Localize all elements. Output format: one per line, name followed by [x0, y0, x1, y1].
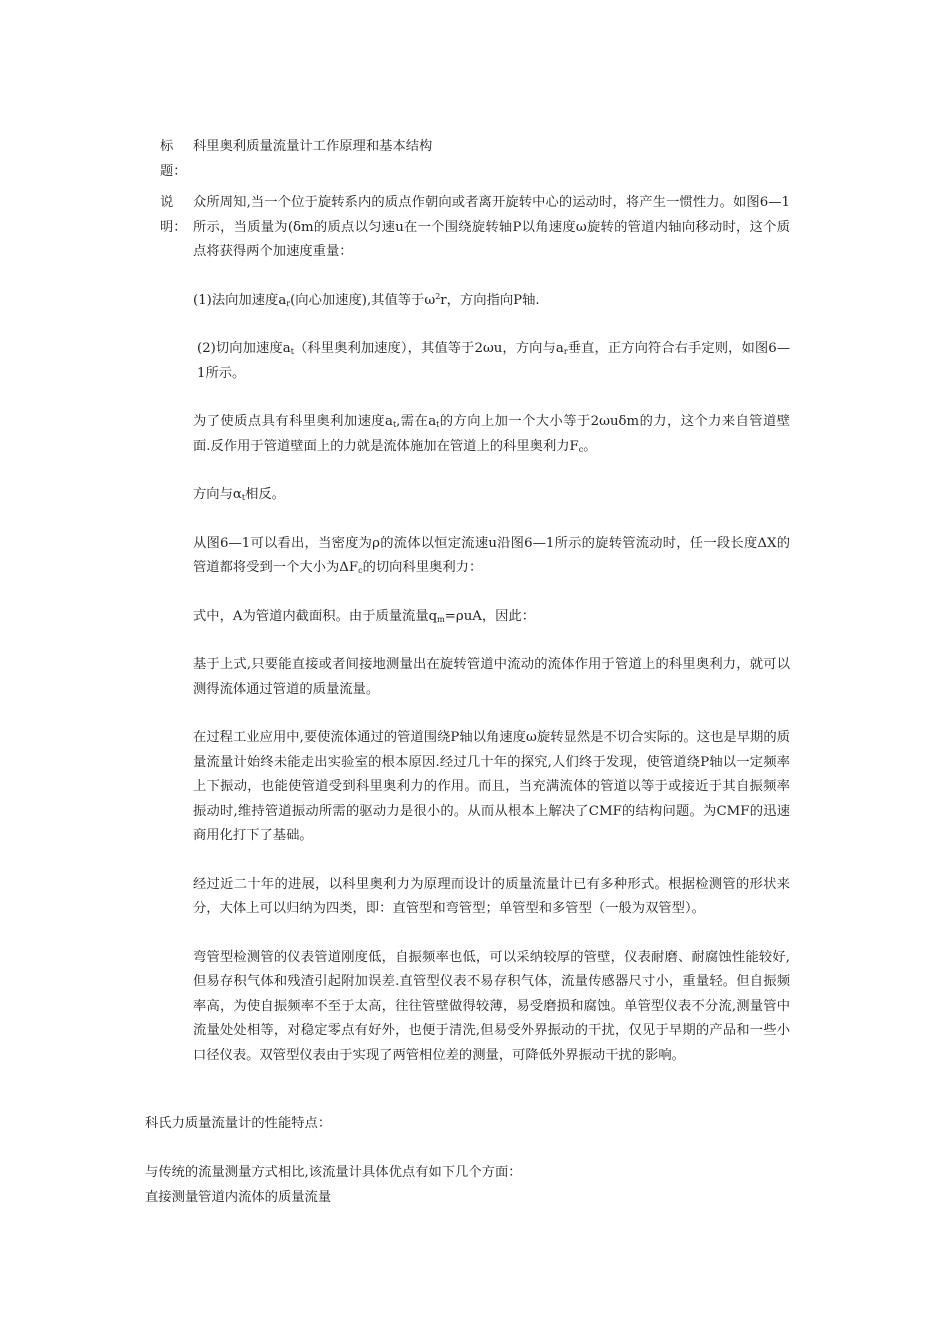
title-label: 标题：	[160, 139, 187, 179]
performance-section	[145, 1112, 795, 1210]
advantages-intro: 与传统的流量测量方式相比,该流量计具体优点有如下几个方面：	[145, 1165, 522, 1180]
superscript: 2	[435, 291, 441, 301]
subscript: t	[392, 420, 397, 429]
spacer	[145, 1137, 795, 1162]
text-segment: 方向与α	[193, 487, 242, 502]
subscript: r	[563, 347, 568, 356]
subscript: m	[437, 614, 445, 624]
subscript: t	[436, 420, 440, 429]
subscript: c	[358, 566, 363, 575]
text-segment: ,需在a	[396, 414, 437, 429]
text-segment: 为了使质点具有科里奥利加速度a	[193, 414, 393, 429]
paragraph-normal-acceleration	[193, 289, 790, 314]
advantage-item: 直接测量管道内流体的质量流量	[145, 1189, 332, 1205]
text-segment: (1)法向加速度a	[193, 292, 287, 308]
text-segment: 垂直，正方向符合右手定则，如图6—1所示。	[197, 341, 791, 381]
text-segment: 。	[583, 438, 597, 454]
description-body	[193, 191, 790, 1068]
text-segment: (向心加速度),其值等于ω	[290, 292, 436, 308]
subscript: t	[241, 493, 246, 502]
page-title: 科里奥利质量流量计工作原理和基本结构	[193, 139, 433, 154]
text-segment: （科里奥利加速度），其值等于2ωu，方向与a	[293, 341, 564, 356]
description-row	[160, 191, 790, 1068]
subscript: r	[286, 298, 291, 308]
paragraph-coriolis-force	[193, 410, 790, 459]
performance-heading: 科氏力质量流量计的性能特点：	[145, 1116, 332, 1131]
text-segment: r，方向指向P轴.	[440, 292, 540, 308]
paragraph-intro: 众所周知,当一个位于旋转系内的质点作朝向或者离开旋转中心的运动时，将产生一惯性力。如图6—1所示，当质量为(δm的质点以匀速u在一个围绕旋转轴P以角速度ω旋转的管道内轴向移动时，这个质点将获得两个加速度重量：	[193, 195, 790, 259]
text-segment: =ρuA，因此：	[444, 608, 536, 624]
paragraph-tube-types: 弯管型检测管的仪表管道刚度低，自振频率也低，可以采纳较厚的管壁，仪表耐磨、耐腐蚀性能较好,但易存积气体和残渣引起附加误差.直管型仪表不易存积气体，流量传感器尺寸小，重量轻。但自振频率高，为使自振频率不至于太高，往往管壁做得较薄，易受磨损和腐蚀。单管型仪表不分流,测量管中流量处处相等，对稳定零点有好外，也便于清洗,但易受外界振动的干扰，仅见于早期的产品和一些小口径仪表。双管型仪表由于实现了两管相位差的测量，可降低外界振动干扰的影响。	[193, 949, 790, 1063]
subscript: c	[578, 444, 584, 454]
paragraph-development: 经过近二十年的进展，以科里奥利力为原理而设计的质量流量计已有多种形式。根据检测管的形状来分，大体上可以归纳为四类，即：直管型和弯管型；单管型和多管型（一般为双管型）。	[193, 876, 790, 916]
description-label: 说明：	[160, 195, 187, 235]
text-segment: 从图6—1可以看出，当密度为ρ的流体以恒定流速u沿图6—1所示的旋转管流动时，任一段长度ΔX的管道都将受到一个大小为ΔF	[193, 535, 790, 575]
paragraph-measurement-basis: 基于上式,只要能直接或者间接地测量出在旋转管道中流动的流体作用于管道上的科里奥利力，就可以测得流体通过管道的质量流量。	[193, 657, 790, 697]
title-row	[160, 135, 790, 184]
paragraph-fluid-density	[193, 532, 790, 581]
paragraph-direction	[193, 483, 790, 508]
text-segment: 相反。	[245, 487, 285, 502]
text-segment: 的切向科里奥利力：	[362, 560, 483, 575]
paragraph-industrial-application: 在过程工业应用中,要使流体通过的管道围绕P轴以角速度ω旋转显然是不切合实际的。这也是早期的质量流量计始终未能走出实验室的根本原因.经过几十年的探究,人们终于发现，使管道绕P轴以一定频率上下振动，也能使管道受到科里奥利力的作用。而且，当充满流体的管道以等于或接近于其自振频率振动时,维持管道振动所需的驱动力是很小的。从而从根本上解决了CMF的结构问题。为CMF的迅速商用化打下了基础。	[193, 730, 790, 843]
text-segment: (2)切向加速度a	[197, 341, 291, 356]
paragraph-tangential-acceleration	[193, 337, 790, 386]
text-segment: 的方向上加一个大小等于2ωuδm的力，这个力来自管道壁面.反作用于管道壁面上的力就是流体施加在管道上的科里奥利力F	[193, 414, 791, 454]
text-segment: 式中，A为管道内截面积。由于质量流量q	[193, 608, 438, 624]
subscript: t	[290, 347, 294, 356]
paragraph-cross-section	[193, 605, 790, 630]
